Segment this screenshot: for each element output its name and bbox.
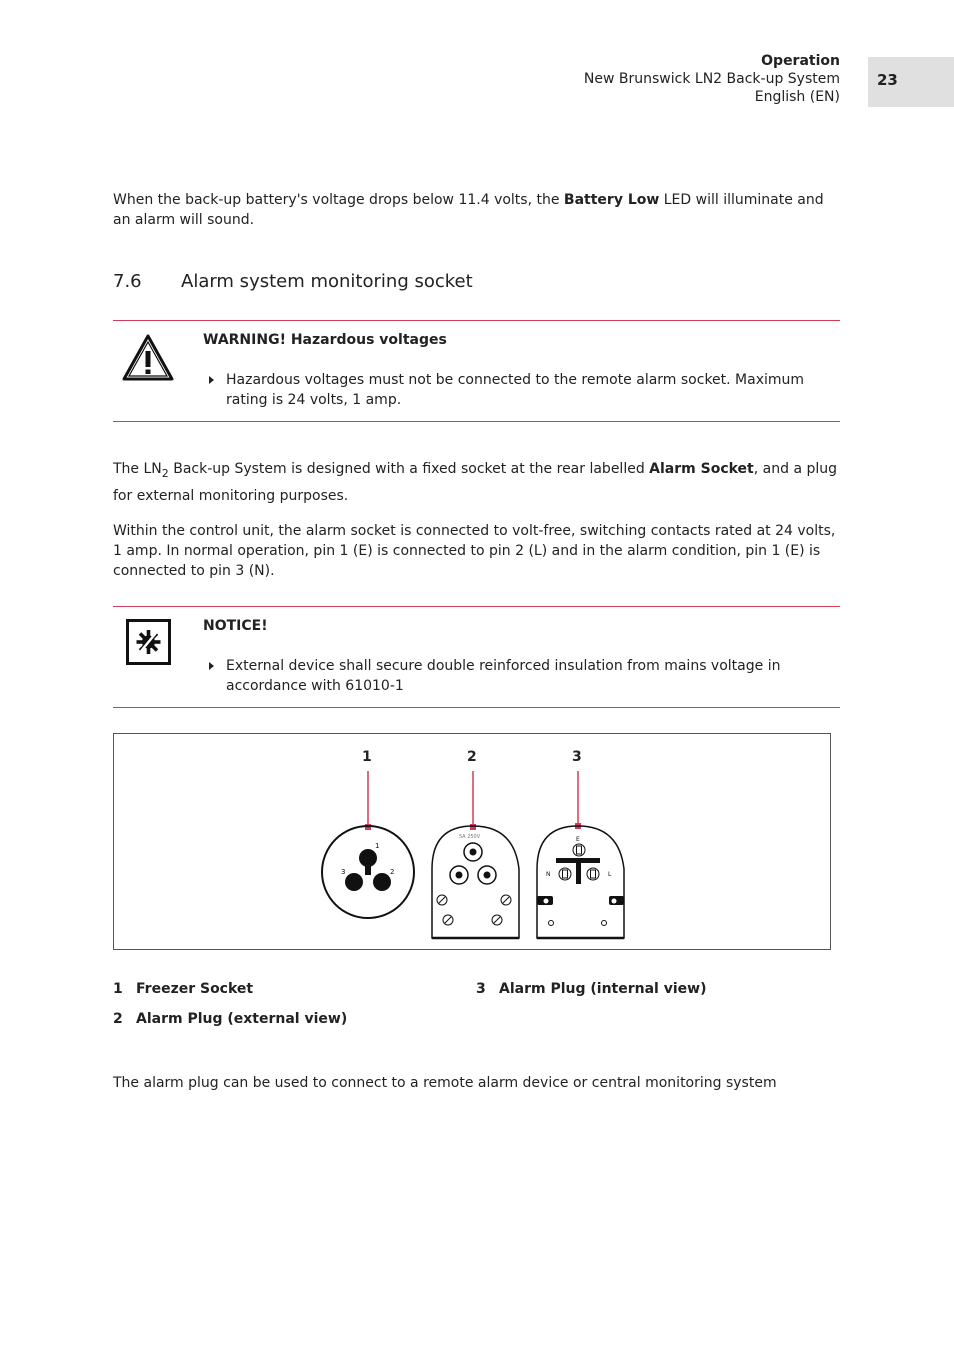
legend-label: Freezer Socket — [136, 981, 254, 997]
internal-label-e: E — [576, 836, 580, 843]
section-number: 7.6 — [113, 271, 142, 292]
body-paragraph-2: Within the control unit, the alarm socket is connected to volt-free, switching contacts rated at 24 volts, 1 amp. In normal operation, pin 1 (E) is connected to pin 2 (L) and in the alarm condition, pin 1 (E) is connected to pin 3 (N). — [113, 523, 836, 579]
warning-triangle-icon — [121, 333, 175, 382]
para1-text-c: , and a plug for external monitoring purposes. — [113, 461, 838, 504]
internal-label-l: L — [608, 871, 612, 878]
warning-top-rule — [113, 320, 840, 321]
section-heading — [113, 270, 473, 294]
body-paragraph-1 — [113, 458, 840, 507]
legend-num: 2 — [113, 1011, 123, 1027]
warning-title: WARNING! Hazardous voltages — [203, 332, 447, 348]
plug-figure — [113, 733, 831, 950]
section-title: Alarm system monitoring socket — [181, 271, 473, 292]
intro-paragraph — [113, 190, 840, 230]
bullet-arrow-icon — [209, 662, 214, 670]
para1-subscript: 2 — [161, 466, 169, 480]
notice-bottom-rule — [113, 707, 840, 708]
legend-item-1 — [113, 981, 253, 997]
freezer-socket — [322, 826, 414, 918]
bullet-arrow-icon — [209, 376, 214, 384]
legend-label: Alarm Plug (external view) — [136, 1011, 348, 1027]
para1-text-b: Back-up System is designed with a fixed socket at the rear labelled — [168, 461, 650, 477]
intro-bold: Battery Low — [563, 192, 660, 208]
alarm-plug-internal — [537, 826, 624, 938]
header-language: English (EN) — [754, 89, 840, 105]
plug-drawing — [114, 734, 830, 949]
internal-label-n: N — [546, 871, 551, 878]
plug-rating: 5A 250V — [459, 834, 481, 840]
legend-num: 1 — [113, 981, 123, 997]
callout-leaders — [365, 771, 581, 830]
page-number: 23 — [868, 57, 954, 107]
callout-2: 2 — [467, 749, 477, 765]
notice-title: NOTICE! — [203, 618, 268, 634]
warning-item — [203, 370, 840, 410]
header-section: Operation — [761, 53, 840, 69]
legend-item-2 — [113, 1011, 347, 1027]
warning-bottom-rule — [113, 421, 840, 422]
socket-pin-1: 1 — [375, 842, 380, 850]
notice-item — [203, 656, 840, 696]
callout-1: 1 — [362, 749, 372, 765]
para1-text-a: The LN — [113, 461, 162, 477]
socket-pin-2: 2 — [390, 868, 395, 876]
notice-top-rule — [113, 606, 840, 607]
legend-item-3 — [476, 981, 706, 997]
closing-paragraph: The alarm plug can be used to connect to a remote alarm device or central monitoring system — [113, 1075, 777, 1091]
alarm-plug-external — [432, 826, 519, 938]
legend-num: 3 — [476, 981, 486, 997]
legend-label: Alarm Plug (internal view) — [499, 981, 707, 997]
socket-pin-3: 3 — [341, 868, 346, 876]
callout-3: 3 — [572, 749, 582, 765]
intro-text-a: When the back-up battery's voltage drops below 11.4 volts, the — [113, 192, 564, 208]
intro-text-b: LED will illuminate and an alarm will sound. — [113, 192, 824, 228]
para1-bold: Alarm Socket — [649, 461, 754, 477]
header-product: New Brunswick LN2 Back-up System — [583, 71, 840, 87]
notice-gear-icon — [126, 619, 171, 665]
warning-item-text: Hazardous voltages must not be connected to the remote alarm socket. Maximum rating is 24 volts, 1 amp. — [226, 372, 805, 408]
notice-item-text: External device shall secure double reinforced insulation from mains voltage in accordance with 61010-1 — [226, 658, 781, 694]
running-header — [584, 52, 840, 106]
